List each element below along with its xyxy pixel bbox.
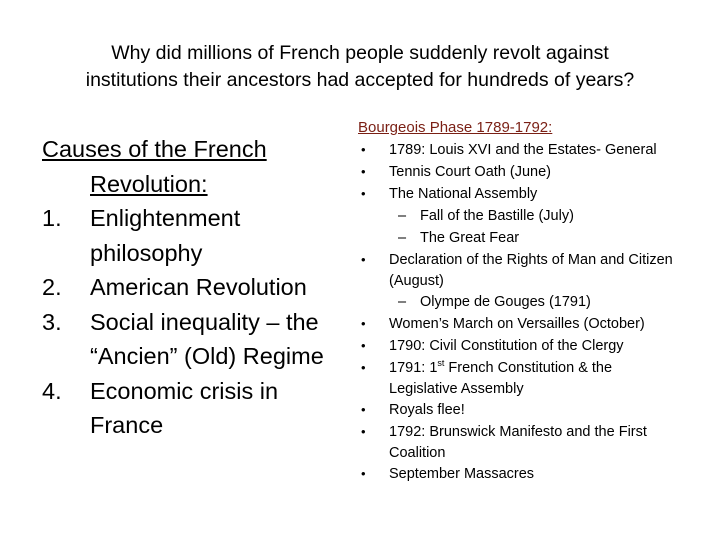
phase-bullet-9 — [358, 421, 718, 443]
cause-number: 1. — [42, 205, 62, 231]
bullet-text: Declaration of the Rights of Man and Citizen — [389, 252, 673, 268]
title-line-1: Why did millions of French people suddenly revolt against — [111, 42, 609, 64]
cause-item-4 — [42, 374, 342, 443]
bullet-text: 1789: Louis XVI and the Estates- General — [389, 142, 657, 158]
cause-text-line: France — [90, 412, 164, 438]
subitem-text: Fall of the Bastille (July) — [420, 208, 574, 224]
phase-bullet-7-continued: Legislative Assembly — [389, 381, 524, 397]
phase-bullet-9-continued: Coalition — [389, 445, 446, 461]
bullet-icon: • — [361, 142, 366, 157]
cause-text-line: Social inequality – the — [90, 308, 319, 335]
cause-item-1 — [42, 201, 342, 270]
causes-heading-line-2: Revolution: — [90, 170, 208, 197]
causes-list — [42, 132, 342, 443]
cause-text-line: American Revolution — [90, 274, 307, 300]
bullet-text: 1792: Brunswick Manifesto and the First — [389, 424, 647, 440]
cause-text-line: “Ancien” (Old) Regime — [90, 343, 324, 369]
bullet-icon: • — [361, 186, 366, 201]
bullet-icon: • — [361, 164, 366, 179]
bullet-icon: • — [361, 402, 366, 417]
phase-bullet-4 — [358, 249, 718, 271]
phase-bullet-5 — [358, 313, 718, 335]
bullet-text: Women’s March on Versailles (October) — [389, 316, 645, 332]
cause-text-line: philosophy — [90, 239, 203, 266]
subitem-text: Olympe de Gouges (1791) — [420, 294, 591, 310]
bourgeois-phase-list — [358, 117, 718, 485]
cause-number: 4. — [42, 377, 62, 404]
phase-bullet-3 — [358, 183, 718, 205]
cause-item-3 — [42, 305, 342, 374]
bullet-text: The National Assembly — [389, 186, 538, 202]
bullet-text: Tennis Court Oath (June) — [389, 164, 551, 180]
subitem-text: The Great Fear — [420, 230, 520, 246]
phase-bullet-4-continued: (August) — [389, 273, 444, 289]
dash-icon: – — [398, 294, 407, 310]
title-line-2: institutions their ancestors had accepted for hundreds of years? — [85, 69, 635, 91]
phase-subitem-3 — [358, 291, 718, 313]
slide-title — [20, 40, 700, 94]
dash-icon: – — [398, 208, 407, 224]
phase-bullet-7 — [358, 357, 718, 379]
bullet-text: September Massacres — [389, 466, 535, 482]
phase-subitem-1 — [358, 205, 718, 227]
causes-heading-line-1: Causes of the French — [42, 136, 267, 162]
cause-item-2 — [42, 270, 342, 305]
phase-bullet-2 — [358, 161, 718, 183]
cause-text-line: Enlightenment — [90, 205, 241, 231]
cause-number: 3. — [42, 308, 62, 335]
bullet-icon: • — [361, 338, 366, 353]
phase-subitem-2 — [358, 227, 718, 249]
phase-bullet-10 — [358, 463, 718, 485]
bullet-icon: • — [361, 424, 366, 439]
phase-title: Bourgeois Phase 1789-1792: — [358, 119, 553, 136]
bullet-text: Royals flee! — [389, 402, 465, 418]
superscript-ordinal: st — [437, 358, 445, 369]
phase-bullet-8 — [358, 399, 718, 421]
bullet-text-suffix: French Constitution & the — [444, 360, 613, 376]
phase-bullet-6 — [358, 335, 718, 357]
bullet-icon: • — [361, 316, 366, 331]
bullet-icon: • — [361, 466, 366, 481]
cause-text-line: Economic crisis in — [90, 377, 279, 404]
bullet-text-prefix: 1791: 1 — [389, 360, 438, 376]
dash-icon: – — [398, 230, 407, 246]
causes-heading — [42, 132, 342, 201]
phase-bullet-1 — [358, 139, 718, 161]
bullet-icon: • — [361, 252, 366, 267]
cause-number: 2. — [42, 274, 62, 300]
bullet-icon: • — [361, 360, 366, 375]
bullet-text: 1790: Civil Constitution of the Clergy — [389, 338, 624, 354]
